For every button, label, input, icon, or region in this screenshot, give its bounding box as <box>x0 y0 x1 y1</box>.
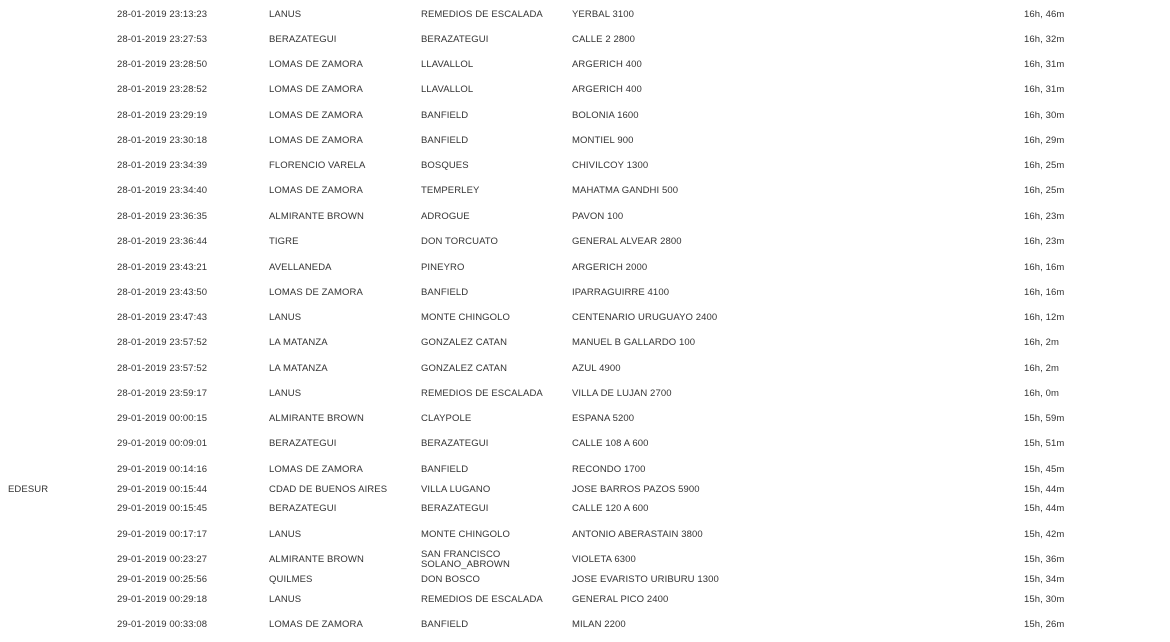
cell-company <box>8 615 108 635</box>
cell-company <box>8 499 108 519</box>
cell-partido: LOMAS DE ZAMORA <box>269 287 363 298</box>
table-row <box>0 460 1170 480</box>
cell-partido: LOMAS DE ZAMORA <box>269 619 363 630</box>
cell-address: PAVON 100 <box>572 211 624 222</box>
cell-address: CHIVILCOY 1300 <box>572 160 649 171</box>
cell-partido: LOMAS DE ZAMORA <box>269 135 363 146</box>
cell-company <box>8 5 108 25</box>
table-row <box>0 590 1170 610</box>
cell-company <box>8 80 108 100</box>
cell-partido: LANUS <box>269 388 302 399</box>
cell-date: 28-01-2019 23:43:50 <box>117 287 208 298</box>
cell-localidad: SAN FRANCISCO SOLANO_ABROWN <box>421 549 510 570</box>
cell-date: 29-01-2019 00:14:16 <box>117 464 208 475</box>
cell-address: AZUL 4900 <box>572 363 621 374</box>
cell-elapsed: 15h, 44m <box>1024 503 1065 514</box>
cell-elapsed: 15h, 34m <box>1024 574 1065 585</box>
cell-address: MILAN 2200 <box>572 619 626 630</box>
cell-date: 28-01-2019 23:47:43 <box>117 312 208 323</box>
cell-company <box>8 156 108 176</box>
cell-date: 29-01-2019 00:15:44 <box>117 484 208 495</box>
cell-address: IPARRAGUIRRE 4100 <box>572 287 670 298</box>
cell-localidad: DON TORCUATO <box>421 236 499 247</box>
cell-company <box>8 434 108 454</box>
cell-elapsed: 16h, 25m <box>1024 185 1065 196</box>
table-row <box>0 570 1170 590</box>
cell-partido: LA MATANZA <box>269 363 328 374</box>
cell-partido: LOMAS DE ZAMORA <box>269 185 363 196</box>
cell-company <box>8 525 108 545</box>
table-row <box>0 207 1170 227</box>
cell-company <box>8 409 108 429</box>
cell-elapsed: 16h, 16m <box>1024 287 1065 298</box>
cell-partido: LANUS <box>269 312 302 323</box>
cell-elapsed: 15h, 26m <box>1024 619 1065 630</box>
cell-elapsed: 15h, 36m <box>1024 554 1065 565</box>
cell-partido: CDAD DE BUENOS AIRES <box>269 484 388 495</box>
table-row <box>0 106 1170 126</box>
cell-address: JOSE EVARISTO URIBURU 1300 <box>572 574 719 585</box>
cell-address: CALLE 2 2800 <box>572 34 635 45</box>
cell-date: 29-01-2019 00:25:56 <box>117 574 208 585</box>
cell-localidad: BERAZATEGUI <box>421 438 489 449</box>
cell-elapsed: 16h, 0m <box>1024 388 1060 399</box>
cell-company <box>8 283 108 303</box>
cell-address: VILLA DE LUJAN 2700 <box>572 388 672 399</box>
cell-company <box>8 460 108 480</box>
cell-company <box>8 232 108 252</box>
cell-company <box>8 590 108 610</box>
cell-company <box>8 333 108 353</box>
table-row <box>0 434 1170 454</box>
table-row <box>0 550 1170 570</box>
cell-elapsed: 16h, 32m <box>1024 34 1065 45</box>
cell-date: 29-01-2019 00:29:18 <box>117 594 208 605</box>
cell-address: CALLE 120 A 600 <box>572 503 649 514</box>
cell-localidad: BANFIELD <box>421 464 469 475</box>
cell-localidad: REMEDIOS DE ESCALADA <box>421 388 543 399</box>
cell-company <box>8 131 108 151</box>
cell-date: 28-01-2019 23:34:40 <box>117 185 208 196</box>
cell-elapsed: 16h, 23m <box>1024 211 1065 222</box>
cell-company <box>8 359 108 379</box>
cell-localidad: MONTE CHINGOLO <box>421 529 511 540</box>
cell-partido: BERAZATEGUI <box>269 34 337 45</box>
cell-localidad: BANFIELD <box>421 135 469 146</box>
cell-partido: ALMIRANTE BROWN <box>269 554 364 565</box>
cell-localidad: MONTE CHINGOLO <box>421 312 511 323</box>
cell-address: ESPANA 5200 <box>572 413 635 424</box>
cell-elapsed: 15h, 30m <box>1024 594 1065 605</box>
table-row <box>0 283 1170 303</box>
cell-localidad: BANFIELD <box>421 110 469 121</box>
cell-localidad: CLAYPOLE <box>421 413 472 424</box>
table-row <box>0 5 1170 25</box>
table-row <box>0 359 1170 379</box>
cell-company <box>8 181 108 201</box>
cell-partido: FLORENCIO VARELA <box>269 160 366 171</box>
cell-localidad: LLAVALLOL <box>421 59 474 70</box>
table-row <box>0 615 1170 635</box>
cell-partido: LANUS <box>269 9 302 20</box>
cell-date: 29-01-2019 00:15:45 <box>117 503 208 514</box>
cell-date: 28-01-2019 23:36:35 <box>117 211 208 222</box>
cell-elapsed: 16h, 23m <box>1024 236 1065 247</box>
cell-partido: BERAZATEGUI <box>269 438 337 449</box>
cell-localidad: GONZALEZ CATAN <box>421 363 508 374</box>
cell-elapsed: 15h, 42m <box>1024 529 1065 540</box>
cell-date: 28-01-2019 23:59:17 <box>117 388 208 399</box>
cell-localidad: REMEDIOS DE ESCALADA <box>421 9 543 20</box>
table-row <box>0 156 1170 176</box>
cell-date: 29-01-2019 00:09:01 <box>117 438 208 449</box>
cell-address: BOLONIA 1600 <box>572 110 639 121</box>
cell-localidad: TEMPERLEY <box>421 185 480 196</box>
cell-date: 28-01-2019 23:28:50 <box>117 59 208 70</box>
cell-date: 28-01-2019 23:57:52 <box>117 363 208 374</box>
cell-address: GENERAL PICO 2400 <box>572 594 669 605</box>
cell-date: 29-01-2019 00:00:15 <box>117 413 208 424</box>
cell-date: 28-01-2019 23:13:23 <box>117 9 208 20</box>
table-row <box>0 384 1170 404</box>
cell-elapsed: 16h, 16m <box>1024 262 1065 273</box>
table-row <box>0 308 1170 328</box>
cell-localidad: BANFIELD <box>421 619 469 630</box>
cell-company <box>8 106 108 126</box>
cell-partido: LANUS <box>269 529 302 540</box>
cell-localidad: BANFIELD <box>421 287 469 298</box>
cell-address: CALLE 108 A 600 <box>572 438 649 449</box>
table-row <box>0 499 1170 519</box>
table-row <box>0 80 1170 100</box>
cell-partido: LOMAS DE ZAMORA <box>269 464 363 475</box>
cell-partido: ALMIRANTE BROWN <box>269 413 364 424</box>
cell-localidad: LLAVALLOL <box>421 84 474 95</box>
cell-address: VIOLETA 6300 <box>572 554 636 565</box>
cell-localidad: BOSQUES <box>421 160 469 171</box>
cell-elapsed: 16h, 2m <box>1024 363 1060 374</box>
cell-date: 28-01-2019 23:29:19 <box>117 110 208 121</box>
cell-localidad: VILLA LUGANO <box>421 484 491 495</box>
cell-company <box>8 207 108 227</box>
cell-address: MAHATMA GANDHI 500 <box>572 185 679 196</box>
cell-date: 29-01-2019 00:33:08 <box>117 619 208 630</box>
cell-company <box>8 258 108 278</box>
cell-date: 28-01-2019 23:27:53 <box>117 34 208 45</box>
cell-localidad: ADROGUE <box>421 211 470 222</box>
cell-localidad: DON BOSCO <box>421 574 480 585</box>
cell-elapsed: 16h, 46m <box>1024 9 1065 20</box>
table-row <box>0 55 1170 75</box>
cell-address: ARGERICH 400 <box>572 59 642 70</box>
cell-partido: LA MATANZA <box>269 337 328 348</box>
cell-company: EDESUR <box>8 484 49 495</box>
table-row <box>0 181 1170 201</box>
table-row <box>0 480 1170 500</box>
cell-localidad: BERAZATEGUI <box>421 503 489 514</box>
table-row <box>0 258 1170 278</box>
cell-date: 28-01-2019 23:36:44 <box>117 236 208 247</box>
cell-elapsed: 15h, 44m <box>1024 484 1065 495</box>
cell-company <box>8 384 108 404</box>
table-row <box>0 409 1170 429</box>
cell-address: RECONDO 1700 <box>572 464 646 475</box>
cell-elapsed: 16h, 29m <box>1024 135 1065 146</box>
cell-date: 28-01-2019 23:30:18 <box>117 135 208 146</box>
cell-elapsed: 16h, 12m <box>1024 312 1065 323</box>
cell-elapsed: 16h, 25m <box>1024 160 1065 171</box>
cell-elapsed: 16h, 30m <box>1024 110 1065 121</box>
cell-partido: LOMAS DE ZAMORA <box>269 84 363 95</box>
cell-address: JOSE BARROS PAZOS 5900 <box>572 484 700 495</box>
table-row <box>0 131 1170 151</box>
table-row <box>0 232 1170 252</box>
cell-company <box>8 570 108 590</box>
cell-localidad: PINEYRO <box>421 262 465 273</box>
cell-date: 28-01-2019 23:57:52 <box>117 337 208 348</box>
cell-partido: LOMAS DE ZAMORA <box>269 59 363 70</box>
cell-date: 29-01-2019 00:23:27 <box>117 554 208 565</box>
cell-address: ARGERICH 2000 <box>572 262 648 273</box>
cell-address: MONTIEL 900 <box>572 135 634 146</box>
cell-localidad: GONZALEZ CATAN <box>421 337 508 348</box>
cell-company <box>8 308 108 328</box>
table-row <box>0 30 1170 50</box>
cell-date: 29-01-2019 00:17:17 <box>117 529 208 540</box>
cell-elapsed: 16h, 31m <box>1024 84 1065 95</box>
cell-address: GENERAL ALVEAR 2800 <box>572 236 682 247</box>
cell-elapsed: 15h, 59m <box>1024 413 1065 424</box>
cell-partido: BERAZATEGUI <box>269 503 337 514</box>
cell-address: ANTONIO ABERASTAIN 3800 <box>572 529 703 540</box>
cell-elapsed: 15h, 45m <box>1024 464 1065 475</box>
cell-partido: TIGRE <box>269 236 299 247</box>
table-row <box>0 525 1170 545</box>
cell-company <box>8 30 108 50</box>
cell-elapsed: 16h, 31m <box>1024 59 1065 70</box>
cell-elapsed: 16h, 2m <box>1024 337 1060 348</box>
cell-company <box>8 55 108 75</box>
cell-address: MANUEL B GALLARDO 100 <box>572 337 696 348</box>
cell-partido: LANUS <box>269 594 302 605</box>
cell-partido: LOMAS DE ZAMORA <box>269 110 363 121</box>
cell-address: CENTENARIO URUGUAYO 2400 <box>572 312 718 323</box>
cell-address: YERBAL 3100 <box>572 9 635 20</box>
cell-elapsed: 15h, 51m <box>1024 438 1065 449</box>
cell-partido: ALMIRANTE BROWN <box>269 211 364 222</box>
cell-localidad: BERAZATEGUI <box>421 34 489 45</box>
cell-company <box>8 550 108 570</box>
cell-date: 28-01-2019 23:28:52 <box>117 84 208 95</box>
cell-partido: QUILMES <box>269 574 313 585</box>
cell-localidad: REMEDIOS DE ESCALADA <box>421 594 543 605</box>
cell-date: 28-01-2019 23:34:39 <box>117 160 208 171</box>
cell-partido: AVELLANEDA <box>269 262 332 273</box>
table-row <box>0 333 1170 353</box>
cell-date: 28-01-2019 23:43:21 <box>117 262 208 273</box>
cell-address: ARGERICH 400 <box>572 84 642 95</box>
